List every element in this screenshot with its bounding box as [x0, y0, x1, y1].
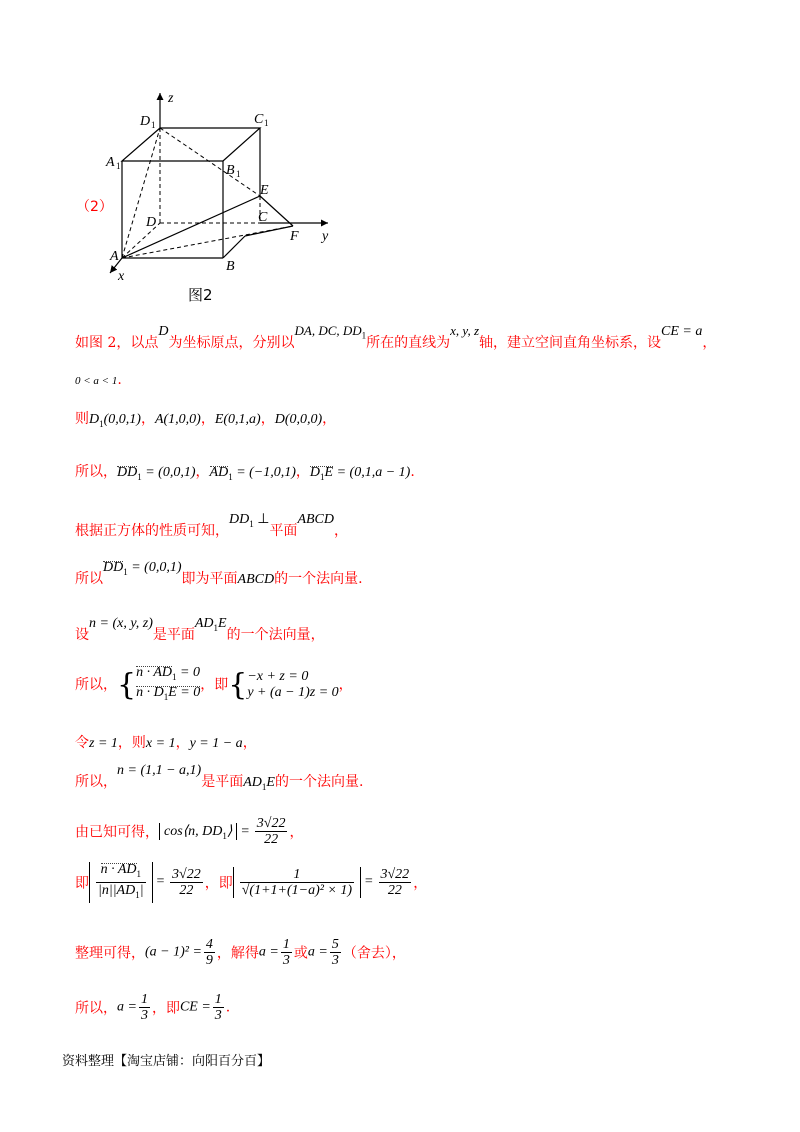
- line-14: [75, 992, 230, 1023]
- math-d: D(0,0,0): [274, 412, 323, 427]
- edge-cf: [245, 226, 293, 236]
- math-text: AD: [243, 775, 262, 790]
- vec: [136, 685, 200, 705]
- math-ad1e: [243, 775, 275, 790]
- figure-caption: 图2: [188, 286, 213, 304]
- text: 即为平面: [181, 571, 238, 587]
- math-n: n = (x, y, z): [89, 616, 153, 631]
- vec: n · AD: [100, 862, 137, 877]
- line-4: [75, 461, 415, 482]
- math-a: a =: [258, 944, 279, 960]
- math-text: DA, DC, DD: [294, 323, 362, 338]
- frac-den: 3: [282, 953, 290, 968]
- math-x: x = 1: [145, 736, 176, 751]
- label-d: D: [146, 215, 157, 230]
- frac: [281, 937, 292, 968]
- text: ，: [260, 411, 275, 427]
- math-text: AD: [194, 616, 214, 631]
- text: ，: [242, 735, 257, 751]
- math-range: 0 < a < 1: [75, 375, 118, 387]
- line-12: [75, 862, 427, 903]
- text: 轴，建立空间直角坐标系，设: [479, 335, 662, 351]
- abs-frac-2: [233, 867, 361, 898]
- math-text: |n||AD: [98, 882, 136, 898]
- label-d1-sub: 1: [151, 120, 156, 130]
- frac-den: √(1+1+(1−a)² × 1): [241, 882, 353, 898]
- math-text: n · D: [136, 684, 164, 700]
- label-z: z: [168, 91, 174, 106]
- frac-num: 1: [214, 992, 222, 1007]
- frac-den: 9: [205, 953, 213, 968]
- text: ，: [289, 824, 304, 841]
- text: 令: [75, 735, 89, 751]
- label-b1-sub: 1: [236, 169, 241, 179]
- text: .: [410, 464, 415, 480]
- text: .: [225, 999, 231, 1016]
- part-label: （2）: [76, 199, 113, 215]
- text: 或: [293, 945, 308, 962]
- math-axes: [294, 323, 367, 341]
- math-d: D: [158, 324, 169, 339]
- text: ，: [200, 411, 215, 427]
- sub: 1: [222, 830, 227, 841]
- edge-d1b1: [160, 128, 260, 196]
- frac-num: 1: [282, 937, 290, 952]
- text: 所以，: [75, 774, 117, 790]
- text: 设: [75, 627, 89, 643]
- frac-num: [96, 862, 146, 883]
- math-d1: [89, 412, 141, 427]
- vec: DD: [117, 465, 138, 480]
- math-ad1e: [195, 616, 227, 631]
- math-text: D: [309, 465, 321, 480]
- frac-num: 5: [331, 937, 339, 952]
- label-d1: D: [140, 114, 151, 129]
- text: ，: [322, 411, 337, 427]
- edge-bc: [223, 236, 245, 258]
- text: 如图 2，以点: [75, 335, 159, 351]
- line-11: [75, 816, 303, 847]
- text: ，解得: [216, 945, 259, 962]
- edge-ae: [122, 196, 260, 258]
- sub: 1: [361, 330, 367, 341]
- sub: 1: [135, 889, 140, 900]
- line-1: [75, 323, 717, 353]
- label-f: F: [290, 229, 299, 244]
- text: 所以，: [75, 1000, 117, 1017]
- text: ，: [140, 411, 155, 427]
- label-a: A: [110, 249, 119, 264]
- math-eq: =: [155, 874, 166, 890]
- frac-num: 3√22: [256, 816, 286, 831]
- math-text: = (0,0,1): [145, 465, 196, 480]
- sub: 1: [136, 868, 141, 879]
- math-eq: =: [364, 874, 374, 890]
- frac-den: 22: [179, 882, 194, 898]
- line-7: [75, 616, 325, 645]
- sub: 1: [320, 471, 325, 482]
- frac-den: 3: [214, 1008, 222, 1023]
- footer-note: 资料整理【淘宝店铺：向阳百分百】: [62, 1054, 271, 1069]
- math-text: D: [89, 412, 100, 427]
- text: ，: [175, 735, 190, 751]
- math-a: a =: [307, 944, 328, 960]
- math-abcd: ABCD: [297, 512, 334, 527]
- line-9: [75, 732, 257, 752]
- sub: 1: [249, 518, 254, 529]
- cube-top: [122, 128, 260, 161]
- label-a1: A: [106, 155, 115, 170]
- frac-num: 1: [140, 992, 148, 1007]
- sys-row: [136, 665, 200, 680]
- sys-row: −x + z = 0: [247, 668, 309, 684]
- math-text: E: [324, 465, 334, 480]
- math-vec-dd1: [117, 465, 196, 480]
- math-e: E(0,1,a): [214, 412, 261, 427]
- label-c: C: [258, 210, 268, 225]
- text: 的一个法向量，: [226, 627, 325, 643]
- text: 的一个法向量.: [274, 571, 363, 587]
- math-eq: =: [240, 823, 250, 839]
- math-text: E: [218, 616, 227, 631]
- text: ，: [413, 875, 428, 892]
- line-13: [75, 937, 406, 968]
- sub: 1: [213, 622, 219, 633]
- text: ，: [338, 676, 353, 693]
- math-n: n = (1,1 − a,1): [117, 763, 202, 778]
- frac-num: 4: [205, 937, 213, 952]
- math-text: = 0: [180, 665, 200, 680]
- sys-row: [136, 685, 200, 700]
- sub: 1: [163, 691, 169, 702]
- sub: 1: [99, 418, 104, 429]
- label-x: x: [118, 269, 125, 284]
- brace: {: [228, 667, 248, 703]
- abs-frac: [89, 862, 153, 903]
- text: 的一个法向量.: [274, 774, 364, 790]
- math-a: a =: [117, 999, 137, 1015]
- math-ce: CE =: [179, 999, 211, 1015]
- text: 根据正方体的性质可知，: [75, 523, 229, 539]
- text: ，即: [151, 1000, 180, 1017]
- sys-row: y + (a − 1)z = 0: [247, 684, 339, 700]
- frac-num: 3√22: [172, 866, 201, 882]
- text: ，: [702, 335, 717, 351]
- math-vec-d1e: [310, 465, 410, 480]
- math-text: cos⟨n, DD: [164, 823, 223, 839]
- sub: 1: [123, 566, 128, 577]
- frac: [204, 937, 215, 968]
- vec: AD: [209, 465, 229, 480]
- sub: 1: [261, 781, 267, 792]
- edge-ad1: [122, 128, 160, 258]
- frac: [330, 937, 341, 968]
- math-text: E: [266, 775, 275, 790]
- label-a1-sub: 1: [116, 161, 121, 171]
- frac-den: 22: [264, 832, 279, 847]
- text: ，: [334, 523, 348, 539]
- text: ，即: [200, 676, 229, 693]
- sub: 1: [228, 471, 233, 482]
- line-3: [75, 408, 336, 429]
- math-dd1: [229, 512, 269, 527]
- text: 则: [75, 411, 89, 427]
- text: 所以，: [75, 676, 117, 693]
- frac-den: 3: [140, 1008, 148, 1023]
- label-e: E: [260, 183, 269, 198]
- text: ，: [195, 464, 210, 480]
- vec: n · AD: [136, 665, 173, 680]
- text: 整理可得，: [75, 945, 145, 962]
- math-text: (0,0,1): [103, 412, 141, 427]
- frac: [96, 862, 146, 903]
- sub: 1: [172, 671, 177, 682]
- frac: [379, 867, 412, 898]
- text: 所在的直线为: [366, 335, 451, 351]
- system-2: [247, 669, 338, 701]
- math-vec-ad1: [210, 465, 296, 480]
- system-1: [136, 665, 200, 705]
- frac-den: 3: [331, 953, 339, 968]
- math-ce: CE = a: [661, 324, 703, 339]
- text: 所以: [75, 571, 103, 587]
- line-2: [75, 372, 122, 388]
- frac-den: 22: [387, 882, 402, 898]
- frac: [139, 992, 150, 1023]
- label-y: y: [322, 229, 329, 244]
- math-text: = (0,0,1): [131, 560, 182, 575]
- label-b1: B: [226, 163, 235, 178]
- text: 为坐标原点，分别以: [168, 335, 295, 351]
- label-c1: C: [254, 112, 264, 127]
- label-b: B: [226, 259, 235, 274]
- line-8: [75, 665, 353, 705]
- text: 由已知可得，: [75, 824, 159, 841]
- math-text: ⟩: [226, 823, 233, 839]
- math-text: = (−1,0,1): [236, 465, 296, 480]
- text: 所以，: [75, 464, 117, 480]
- edge-af: [122, 226, 293, 258]
- text: 即: [75, 875, 89, 892]
- text: ，: [295, 464, 310, 480]
- math-expr: (a − 1)² =: [145, 944, 202, 960]
- text: ，即: [204, 875, 233, 892]
- text: 是平面: [201, 774, 244, 790]
- frac: [213, 992, 224, 1023]
- frac: [170, 867, 203, 898]
- math-text: DD: [229, 512, 250, 527]
- line-10: [75, 763, 364, 792]
- text: ，则: [117, 735, 146, 751]
- brace: {: [117, 667, 137, 703]
- cube-figure: [100, 88, 360, 288]
- math-a: A(1,0,0): [154, 412, 201, 427]
- frac: [240, 867, 354, 898]
- math-xyz: x, y, z: [450, 323, 480, 338]
- math-text: |: [139, 882, 144, 898]
- abs-cos: [159, 823, 237, 841]
- math-abcd: ABCD: [237, 572, 275, 587]
- frac: [255, 816, 288, 847]
- frac-num: 3√22: [380, 866, 410, 882]
- frac-den: [96, 883, 146, 903]
- vec: [310, 465, 333, 482]
- frac-num: 1: [240, 867, 354, 883]
- math-y: y = 1 − a: [189, 736, 243, 751]
- math-vec-dd1: [103, 560, 182, 575]
- text: （舍去），: [342, 945, 406, 962]
- math-text: = (0,1,a − 1): [336, 465, 411, 480]
- line-6: [75, 560, 363, 589]
- math-text: ⊥: [257, 512, 270, 527]
- text: 平面: [269, 523, 298, 539]
- line-5: [75, 512, 348, 541]
- sub: 1: [137, 471, 142, 482]
- text: .: [117, 372, 122, 388]
- math-z: z = 1: [89, 736, 118, 751]
- math-text: E = 0: [168, 684, 201, 700]
- label-c1-sub: 1: [264, 118, 269, 128]
- text: 是平面: [152, 627, 195, 643]
- vec: DD: [103, 560, 124, 575]
